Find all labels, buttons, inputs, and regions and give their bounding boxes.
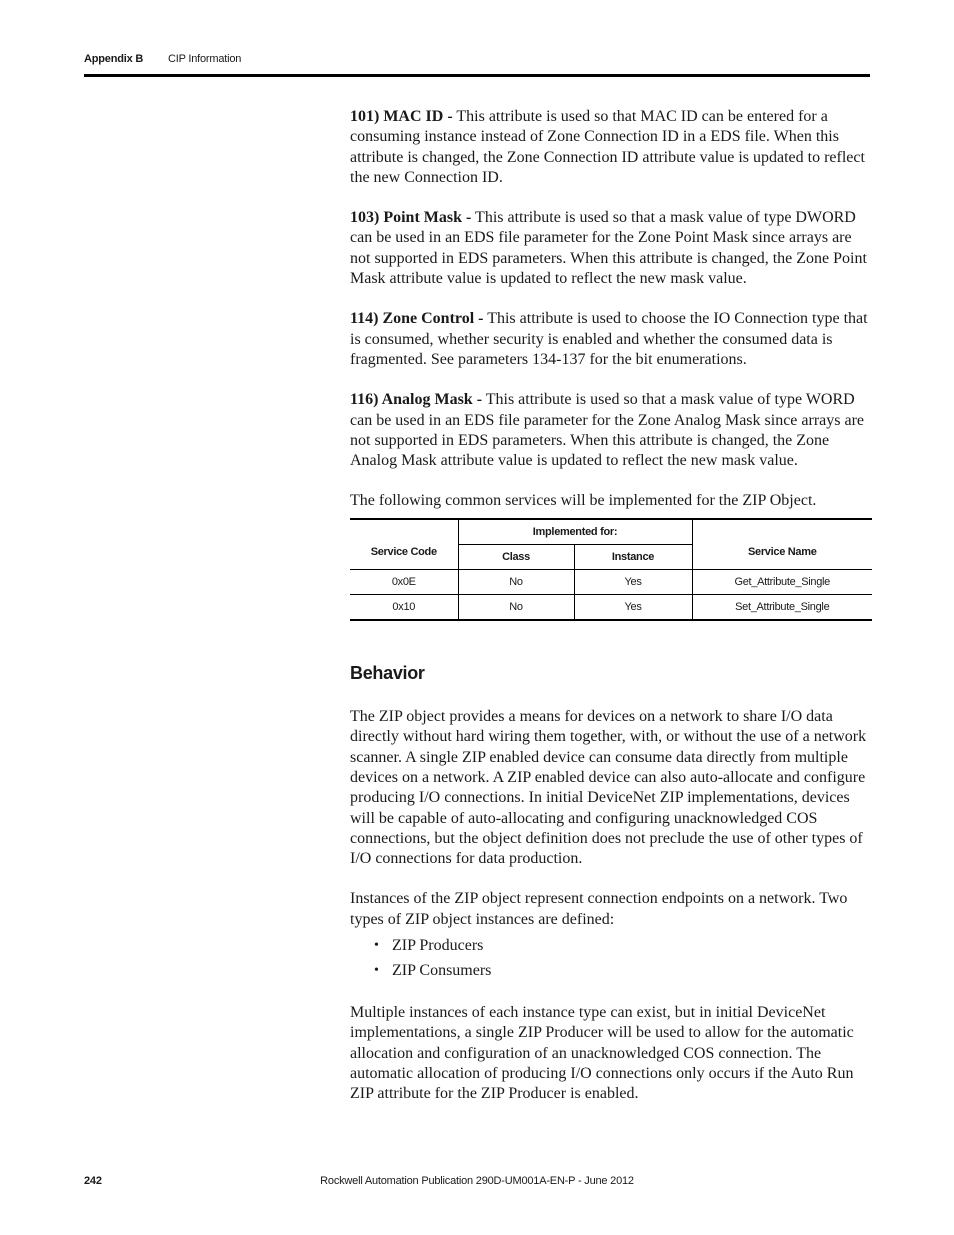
attribute-paragraph-mac-id (350, 107, 872, 188)
attribute-text: This attribute is used so that a mask value of type DWORD can be used in an EDS file parameter for the Zone Point Mask since arrays are not supported in EDS parameters. When this attribute is changed, the Zone Point Mask attribute value is updated to reflect the new mask value. (350, 209, 867, 288)
behavior-paragraph-1: The ZIP object provides a means for devices on a network to share I/O data directly without hard wiring them together, with, or without the use of a network scanner. A single ZIP enabled device can consume data directly from multiple devices on a network. A ZIP enabled device can also auto-allocate and configure producing I/O connections. In initial DeviceNet ZIP implementations, devices will be capable of auto-allocating and configuring unacknowledged COS connections, but the object definition does not preclude the use of other types of I/O connections for data production. (350, 708, 867, 868)
cell-class: No (458, 594, 574, 620)
section-label: CIP Information (167, 53, 242, 65)
cell-service-code: 0x0E (350, 569, 458, 594)
cell-service-name: Get_Attribute_Single (692, 569, 872, 594)
attribute-label: 103) Point Mask - (350, 209, 472, 227)
header-service-code: Service Code (350, 519, 458, 570)
main-content (350, 107, 872, 1125)
attribute-paragraph-zone-control (350, 309, 872, 370)
section-heading-behavior: Behavior (350, 662, 425, 683)
page-number: 242 (84, 1175, 102, 1187)
attribute-paragraph-point-mask (350, 208, 872, 289)
header-service-name: Service Name (692, 519, 872, 570)
attribute-text: This attribute is used to choose the IO Connection type that is consumed, whether security is enabled and whether the consumed data is fragmented. See parameters 134-137 for the bit enumerations. (350, 310, 868, 368)
header-instance: Instance (574, 544, 692, 569)
attribute-label: 101) MAC ID - (350, 108, 453, 125)
cell-instance: Yes (574, 594, 692, 620)
cell-class: No (458, 569, 574, 594)
attribute-label: 114) Zone Control - (350, 310, 484, 328)
services-intro: The following common services will be implemented for the ZIP Object. (350, 492, 817, 510)
cell-service-name: Set_Attribute_Single (692, 594, 872, 620)
cell-instance: Yes (574, 569, 692, 594)
services-table (350, 518, 872, 621)
list-item: • ZIP Consumers (392, 958, 872, 983)
header-rule (84, 74, 870, 77)
behavior-paragraph-3: Multiple instances of each instance type can exist, but in initial DeviceNet implementations, a single ZIP Producer will be used to allow for the automatic allocation and configuration of an unacknowledged COS connection. The automatic allocation of producing I/O connections only occurs if the Auto Run ZIP attribute for the ZIP Producer is enabled. (350, 1004, 854, 1103)
table-row (350, 569, 872, 594)
attribute-text: This attribute is used so that a mask value of type WORD can be used in an EDS file parameter for the Zone Analog Mask since arrays are not supported in EDS parameters. When this attribute is changed, the Zone Analog Mask attribute value is updated to reflect the new mask value. (350, 391, 865, 470)
header-implemented-for: Implemented for: (458, 519, 692, 545)
appendix-label: Appendix B (84, 53, 144, 65)
attribute-text: This attribute is used so that MAC ID can be entered for a consuming instance instead of Zone Connection ID in a EDS file. When this attribute is changed, the Zone Connection ID attribute value is updated to reflect the new Connection ID. (350, 108, 865, 186)
list-item: • ZIP Producers (392, 933, 872, 958)
attribute-label: 116) Analog Mask - (350, 391, 483, 409)
page-header (84, 53, 241, 65)
instance-types-list (350, 933, 872, 983)
attribute-paragraph-analog-mask (350, 390, 872, 471)
header-class: Class (458, 544, 574, 569)
table-row (350, 594, 872, 620)
cell-service-code: 0x10 (350, 594, 458, 620)
behavior-paragraph-2: Instances of the ZIP object represent connection endpoints on a network. Two types of ZIP object instances are defined: (350, 890, 848, 928)
publication-info: Rockwell Automation Publication 290D-UM001A-EN-P - June 2012 (320, 1175, 634, 1187)
